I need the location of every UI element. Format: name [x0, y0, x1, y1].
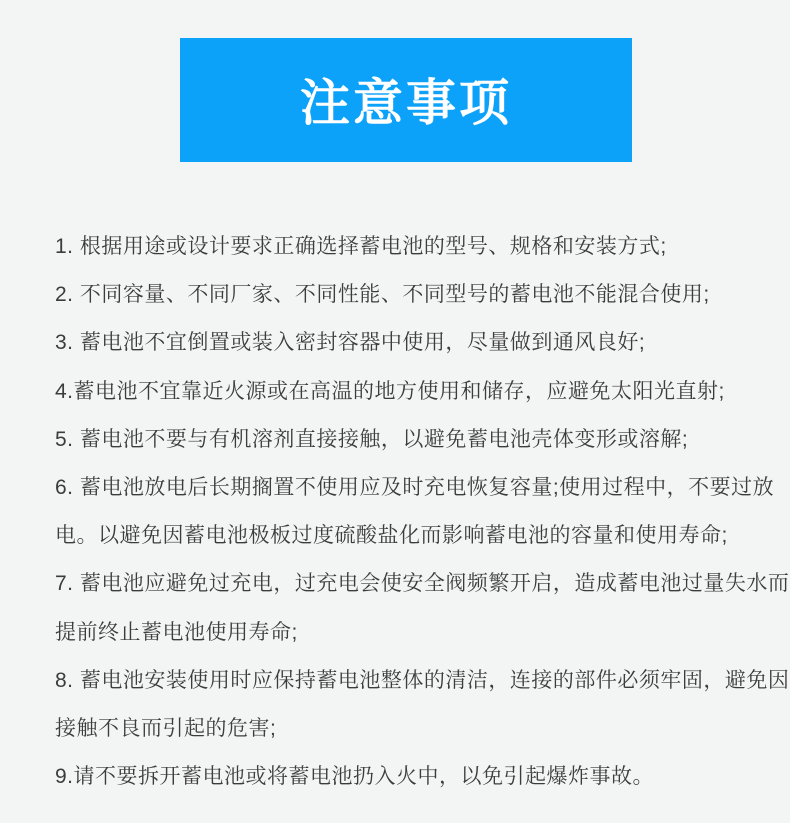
list-item	[55, 223, 770, 271]
list-item	[55, 271, 770, 319]
list-item	[55, 368, 770, 416]
list-item-line: 3. 蓄电池不宜倒置或装入密封容器中使用，尽量做到通风良好;	[55, 331, 646, 355]
list-item	[55, 560, 790, 656]
list-item-line: 8. 蓄电池安装使用时应保持蓄电池整体的清洁，连接的部件必须牢固，避免因	[55, 668, 790, 692]
list-item-line: 4.蓄电池不宜靠近火源或在高温的地方使用和储存，应避免太阳光直射;	[55, 379, 725, 403]
notice-banner	[180, 38, 632, 162]
list-item	[55, 753, 770, 801]
list-item	[55, 657, 790, 753]
list-item-line: 提前终止蓄电池使用寿命;	[55, 620, 298, 644]
banner-title: 注意事项	[300, 75, 512, 131]
list-item	[55, 464, 775, 560]
list-item-line: 1. 根据用途或设计要求正确选择蓄电池的型号、规格和安装方式;	[55, 235, 667, 258]
list-item	[55, 319, 770, 367]
list-item-line: 2. 不同容量、不同厂家、不同性能、不同型号的蓄电池不能混合使用;	[55, 283, 710, 307]
list-item-line: 电。以避免因蓄电池极板过度硫酸盐化而影响蓄电池的容量和使用寿命;	[55, 524, 728, 548]
list-item-line: 6. 蓄电池放电后长期搁置不使用应及时充电恢复容量;使用过程中，不要过放	[55, 475, 775, 499]
list-item-line: 5. 蓄电池不要与有机溶剂直接接触，以避免蓄电池壳体变形或溶解;	[55, 427, 689, 451]
list-item-line: 9.请不要拆开蓄电池或将蓄电池扔入火中，以免引起爆炸事故。	[55, 765, 655, 789]
list-item-line: 7. 蓄电池应避免过充电，过充电会使安全阀频繁开启，造成蓄电池过量失水而	[55, 572, 790, 596]
list-item-line: 接触不良而引起的危害;	[55, 716, 277, 740]
notice-list	[55, 223, 790, 801]
list-item	[55, 416, 770, 464]
